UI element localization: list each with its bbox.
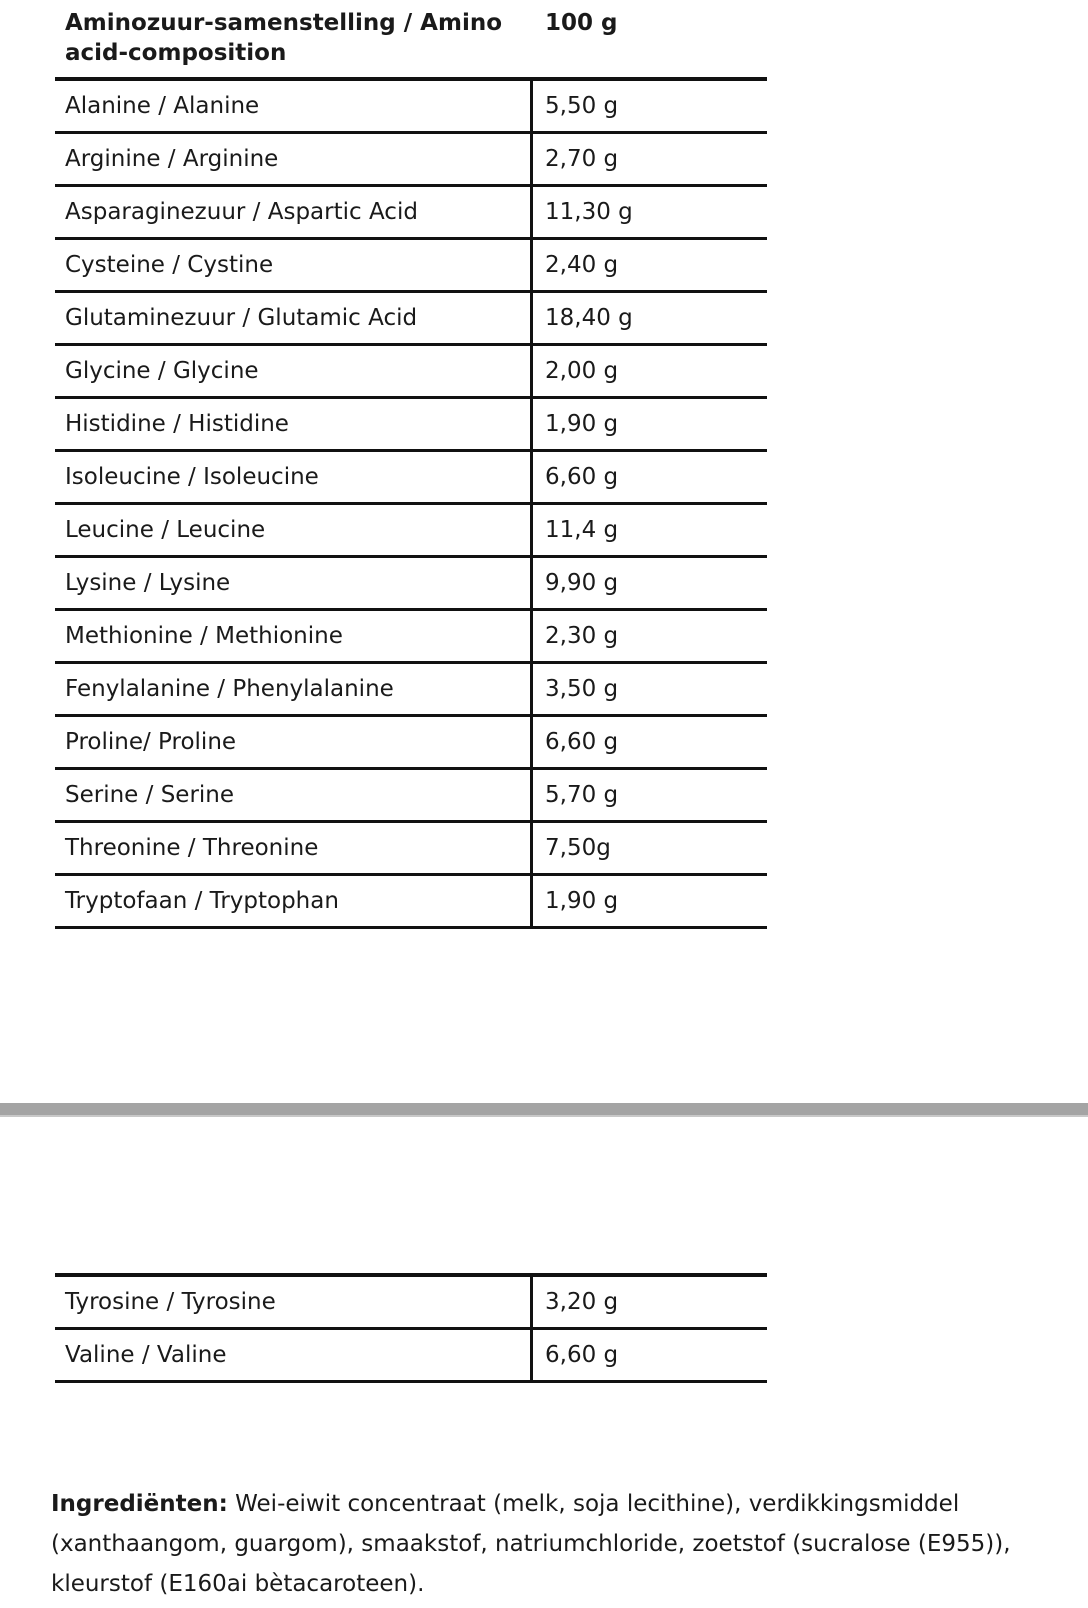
amino-acid-name: Proline/ Proline — [55, 717, 533, 767]
table-row — [55, 452, 767, 505]
table-row — [55, 558, 767, 611]
table-row — [55, 1330, 767, 1383]
amino-acid-name: Glutaminezuur / Glutamic Acid — [55, 293, 533, 343]
amino-acid-value: 11,4 g — [545, 517, 619, 543]
amino-acid-value: 3,20 g — [545, 1289, 619, 1315]
amino-acid-value: 6,60 g — [545, 464, 619, 490]
amino-acid-name: Arginine / Arginine — [55, 134, 533, 184]
table-row — [55, 664, 767, 717]
amino-acid-value: 3,50 g — [545, 676, 619, 702]
amino-acid-name: Lysine / Lysine — [55, 558, 533, 608]
header-unit: 100 g — [545, 10, 618, 36]
amino-acid-name: Serine / Serine — [55, 770, 533, 820]
table-row — [55, 187, 767, 240]
amino-acid-name: Tyrosine / Tyrosine — [55, 1277, 533, 1327]
amino-acid-value: 6,60 g — [545, 1342, 619, 1368]
amino-acid-name: Alanine / Alanine — [55, 81, 533, 131]
table-row — [55, 399, 767, 452]
table-row — [55, 346, 767, 399]
table-row — [55, 717, 767, 770]
amino-acid-value: 2,70 g — [545, 146, 619, 172]
amino-acid-name: Asparaginezuur / Aspartic Acid — [55, 187, 533, 237]
amino-acid-name: Threonine / Threonine — [55, 823, 533, 873]
header-label: Aminozuur-samenstelling / Amino acid-composition — [65, 10, 503, 66]
amino-acid-name: Tryptofaan / Tryptophan — [55, 876, 533, 926]
amino-acid-value: 2,00 g — [545, 358, 619, 384]
table-row — [55, 876, 767, 929]
amino-acid-value: 1,90 g — [545, 411, 619, 437]
amino-acid-name: Fenylalanine / Phenylalanine — [55, 664, 533, 714]
amino-acid-value: 2,40 g — [545, 252, 619, 278]
amino-acid-value: 18,40 g — [545, 305, 633, 331]
amino-acid-name: Leucine / Leucine — [55, 505, 533, 555]
table-row — [55, 134, 767, 187]
table-header — [65, 8, 765, 78]
amino-acid-name: Cysteine / Cystine — [55, 240, 533, 290]
ingredients-label: Ingrediënten: — [51, 1491, 228, 1517]
amino-acid-name: Valine / Valine — [55, 1330, 533, 1380]
amino-acid-value: 1,90 g — [545, 888, 619, 914]
table-row — [55, 823, 767, 876]
table-row — [55, 770, 767, 823]
amino-acid-table-continued — [55, 1273, 767, 1383]
table-row — [55, 505, 767, 558]
amino-acid-value: 5,70 g — [545, 782, 619, 808]
amino-acid-table — [55, 77, 767, 929]
amino-acid-name: Isoleucine / Isoleucine — [55, 452, 533, 502]
amino-acid-name: Glycine / Glycine — [55, 346, 533, 396]
amino-acid-value: 11,30 g — [545, 199, 633, 225]
amino-acid-value: 2,30 g — [545, 623, 619, 649]
amino-acid-value: 9,90 g — [545, 570, 619, 596]
ingredients-text: Wei-eiwit concentraat (melk, soja lecithine), verdikkingsmiddel (xanthaangom, guargom), smaakstof, natriumchloride, zoetstof (sucralose (E955)), kleurstof (E160ai bètacaroteen). — [51, 1491, 1011, 1597]
amino-acid-value: 6,60 g — [545, 729, 619, 755]
table-row — [55, 240, 767, 293]
table-row — [55, 611, 767, 664]
ingredients-paragraph — [51, 1484, 1071, 1604]
amino-acid-name: Methionine / Methionine — [55, 611, 533, 661]
table-row — [55, 293, 767, 346]
amino-acid-value: 7,50g — [545, 835, 611, 861]
amino-acid-name: Histidine / Histidine — [55, 399, 533, 449]
table-row — [55, 1277, 767, 1330]
amino-acid-value: 5,50 g — [545, 93, 619, 119]
page-divider — [0, 1103, 1088, 1117]
table-row — [55, 81, 767, 134]
